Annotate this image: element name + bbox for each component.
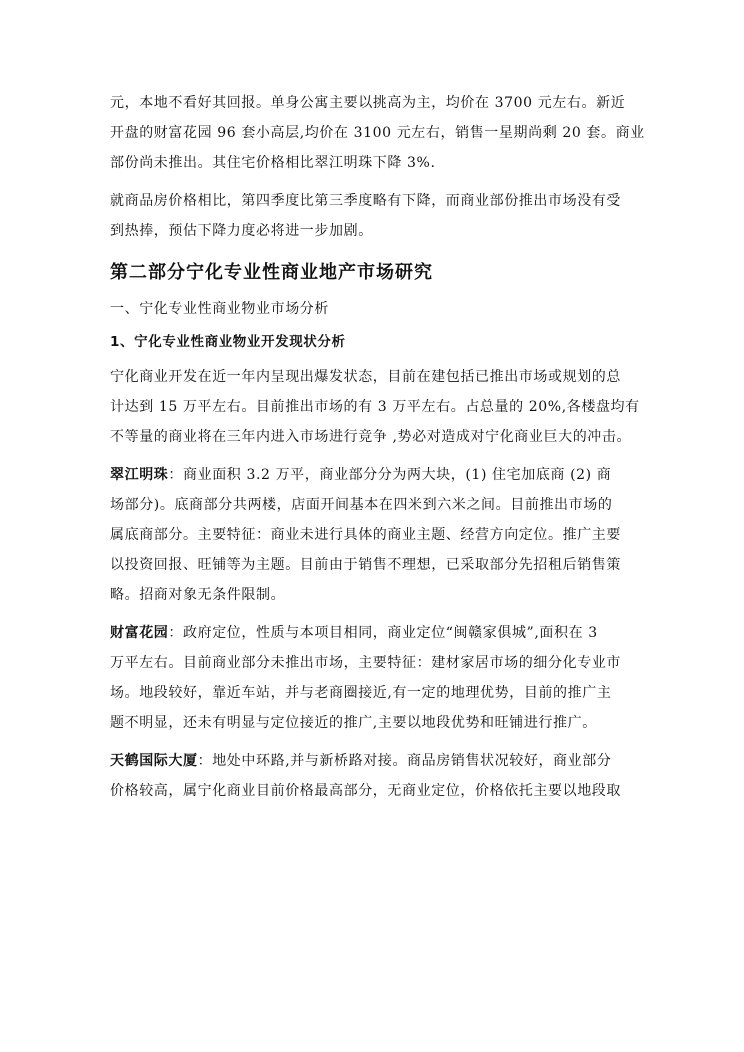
paragraph-line: 略。招商对象无条件限制。	[110, 587, 286, 603]
paragraph-line: 场部分)。底商部分共两楼，店面开间基本在四米到六米之间。目前推出市场的	[110, 497, 613, 513]
summary-paragraph	[110, 186, 635, 246]
paragraph-line: 价格较高，属宁化商业目前价格最高部分，无商业定位，价格依托主要以地段取	[110, 783, 621, 799]
intro-paragraph	[110, 88, 645, 178]
section-title: 第二部分宁化专业性商业地产市场研究	[110, 262, 433, 283]
paragraph-line: 万平左右。目前商业部分未推出市场，主要特征：建材家居市场的细分化专业市	[110, 655, 621, 671]
paragraph-line: 到热捧，预估下降力度必将进一步加剧。	[110, 223, 373, 239]
paragraph-line: 场。地段较好，靠近车站，并与老商圈接近,有一定的地理优势，目前的推广主	[110, 685, 612, 701]
paragraph-text: ：商业面积 3.2 万平，商业部分分为两大块，(1) 住宅加底商 (2) 商	[168, 467, 612, 483]
paragraph-line: 计达到 15 万平左右。目前推出市场的有 3 万平左右。占总量的 20%,各楼盘均有	[110, 399, 640, 415]
paragraph-line: 属底商部分。主要特征：商业未进行具体的商业主题、经营方向定位。推广主要	[110, 527, 621, 543]
overview-paragraph	[110, 362, 640, 452]
paragraph-line: 就商品房价格相比，第四季度比第三季度略有下降，而商业部份推出市场没有受	[110, 193, 621, 209]
paragraph-line: 以投资回报、旺铺等为主题。目前由于销售不理想，已采取部分先招租后销售策	[110, 557, 621, 573]
cuijiang-paragraph	[110, 460, 635, 610]
paragraph-line: 宁化商业开发在近一年内呈现出爆发状态，目前在建包括已推出市场或规划的总	[110, 369, 621, 385]
document-page	[110, 88, 645, 814]
paragraph-line	[110, 460, 635, 490]
paragraph-line	[110, 746, 635, 776]
paragraph-text: ：地处中环路,并与新桥路对接。商品房销售状况较好，商业部分	[197, 753, 612, 769]
tianhe-paragraph	[110, 746, 635, 806]
paragraph-line: 题不明显，还未有明显与定位接近的推广,主要以地段优势和旺铺进行推广。	[110, 715, 597, 731]
paragraph-line: 开盘的财富花园 96 套小高层,均价在 3100 元左右，销售一星期尚剩 20 套。商业	[110, 125, 645, 141]
project-name-caifu: 财富花园	[110, 625, 169, 641]
project-name-tianhe: 天鹤国际大厦	[110, 753, 198, 769]
paragraph-line	[110, 618, 635, 648]
project-name-cuijiang: 翠江明珠	[110, 467, 169, 483]
paragraph-line: 不等量的商业将在三年内进入市场进行竞争 ,势必对造成对宁化商业巨大的冲击。	[110, 429, 632, 445]
paragraph-line: 元，本地不看好其回报。单身公寓主要以挑高为主，均价在 3700 元左右。新近	[110, 95, 626, 111]
paragraph-text: ：政府定位，性质与本项目相同，商业定位“闽赣家俱城”,面积在 3	[168, 625, 598, 641]
caifu-paragraph	[110, 618, 635, 738]
sub-subsection-title: 1、宁化专业性商业物业开发现状分析	[110, 334, 346, 350]
subsection-title: 一、宁化专业性商业物业市场分析	[110, 301, 329, 317]
paragraph-line: 部份尚未推出。其住宅价格相比翠江明珠下降 3%.	[110, 155, 436, 171]
